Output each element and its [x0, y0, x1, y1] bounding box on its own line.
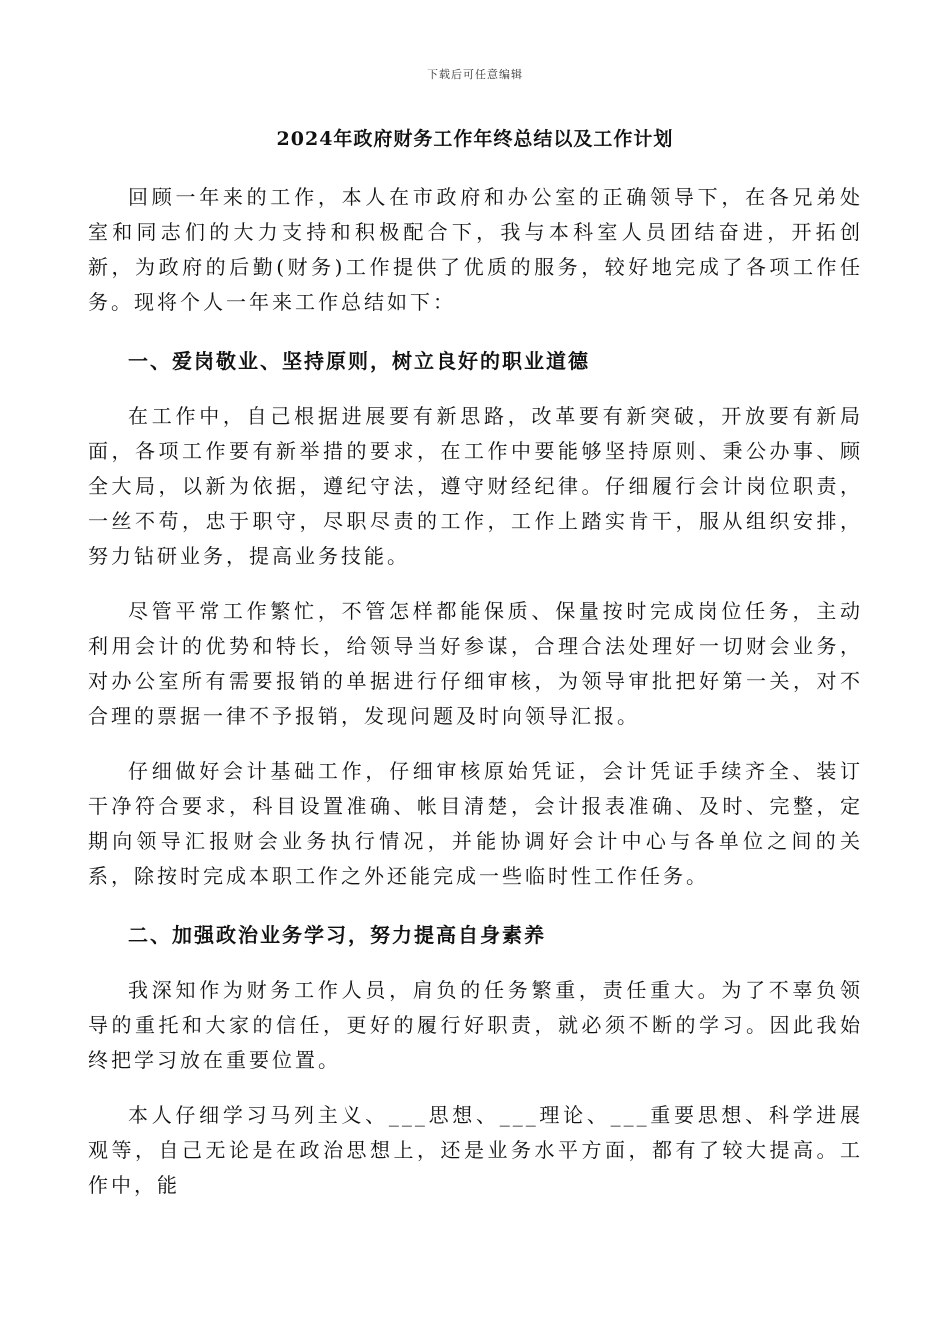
header-note: 下载后可任意编辑: [427, 68, 523, 81]
section-heading-2: 二、加强政治业务学习，努力提高自身素养: [128, 923, 546, 947]
section-heading-1: 一、爱岗敬业、坚持原则，树立良好的职业道德: [128, 349, 590, 373]
section-1-paragraph-3: 仔细做好会计基础工作，仔细审核原始凭证，会计凭证手续齐全、装订干净符合要求，科目设置准确、帐目清楚，会计报表准确、及时、完整，定期向领导汇报财会业务执行情况，并能协调好会计中心与各单位之间的关系，除按时完成本职工作之外还能完成一些临时性工作任务。: [88, 759, 863, 888]
section-1-paragraph-2: 尽管平常工作繁忙，不管怎样都能保质、保量按时完成岗位任务，主动利用会计的优势和特长，给领导当好参谋，合理合法处理好一切财会业务，对办公室所有需要报销的单据进行仔细审核，为领导审批把好第一关，对不合理的票据一律不予报销，发现问题及时向领导汇报。: [88, 599, 863, 728]
document-body: [88, 180, 863, 1203]
section-2-paragraph-2: 本人仔细学习马列主义、___思想、___理论、___重要思想、科学进展观等，自己无论是在政治思想上，还是业务水平方面，都有了较大提高。工作中，能: [88, 1103, 863, 1197]
section-1-paragraph-1: 在工作中，自己根据进展要有新思路，改革要有新突破，开放要有新局面，各项工作要有新举措的要求，在工作中要能够坚持原则、秉公办事、顾全大局，以新为依据，遵纪守法，遵守财经纪律。仔细履行会计岗位职责，一丝不苟，忠于职守，尽职尽责的工作，工作上踏实肯干，服从组织安排，努力钻研业务，提高业务技能。: [88, 404, 863, 568]
section-2-paragraph-1: 我深知作为财务工作人员，肩负的任务繁重，责任重大。为了不辜负领导的重托和大家的信任，更好的履行好职责，就必须不断的学习。因此我始终把学习放在重要位置。: [88, 978, 863, 1072]
intro-paragraph: 回顾一年来的工作，本人在市政府和办公室的正确领导下，在各兄弟处室和同志们的大力支持和积极配合下，我与本科室人员团结奋进，开拓创新，为政府的后勤(财务)工作提供了优质的服务，较好地完成了各项工作任务。现将个人一年来工作总结如下：: [88, 185, 863, 314]
document-title: 2024年政府财务工作年终总结以及工作计划: [276, 128, 674, 150]
